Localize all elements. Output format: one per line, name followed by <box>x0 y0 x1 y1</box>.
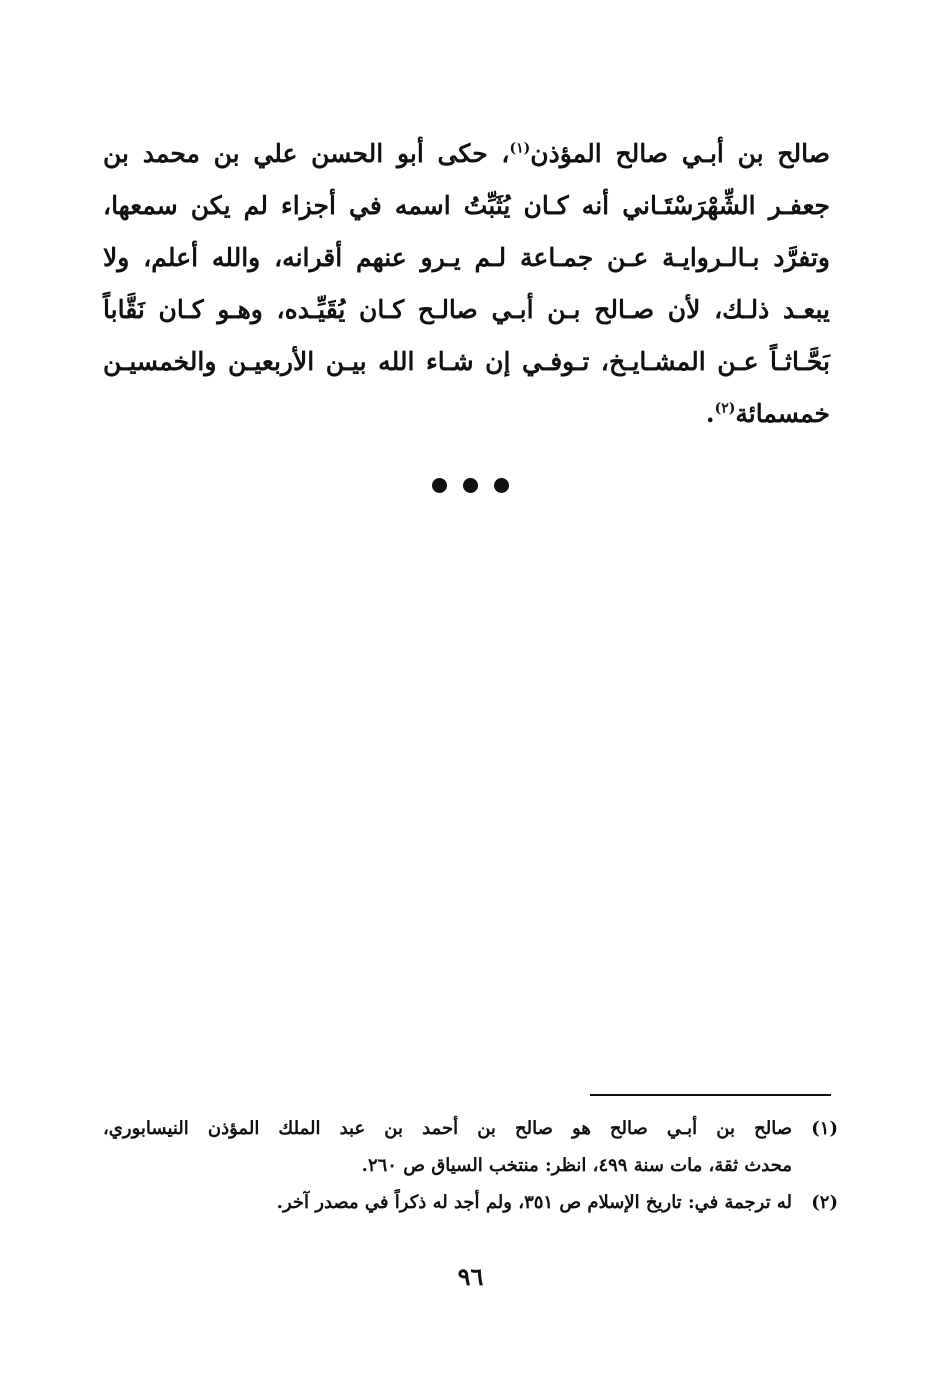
paragraph-line: بَحَّـاثـاً عـن المشـايـخ، تـوفـي إن شـاء الله بيـن الأربعيـن والخمسيـن <box>103 347 830 376</box>
footnote-1 <box>103 1110 838 1184</box>
paragraph-line: خمسمائة$^{(٢)}$. <box>705 399 830 428</box>
separator-dot <box>494 478 509 493</box>
main-paragraph <box>103 128 830 440</box>
footnote-number: (١) <box>811 1118 838 1139</box>
footnote-reference[interactable]: (٢) <box>714 400 736 417</box>
page-number: ٩٦ <box>457 1262 484 1291</box>
separator-dot <box>432 478 447 493</box>
footnote-reference[interactable]: (١) <box>509 140 531 157</box>
footnote-divider <box>590 1094 831 1096</box>
footnote-2 <box>103 1184 838 1221</box>
footnote-text: صالح بن أبـي صالح هو صالح بن أحمد بن عبد الملك المؤذن النيسابوري، محدث ثقة، مات سنة ٤٩٩، انظر: منتخب السياق ص ٢٦٠. <box>103 1118 792 1176</box>
footnotes <box>103 1110 838 1221</box>
paragraph-line: صالح بن أبـي صالح المؤذن$^{(١)}$، حكى أبو الحسن علي بن محمد بن <box>103 139 830 168</box>
separator-dot <box>463 478 478 493</box>
paragraph-line: وتفرَّد بـالـروايـة عـن جمـاعة لـم يـرو عنهم أقرانه، والله أعلم، ولا <box>103 243 830 272</box>
footnote-text: له ترجمة في: تاريخ الإسلام ص ٣٥١، ولم أجد له ذكراً في مصدر آخر. <box>276 1192 792 1213</box>
paragraph-line: يبعـد ذلـك، لأن صـالح بـن أبـي صالـح كـان يُقَيِّـده، وهـو كـان نَقَّاباً <box>103 295 830 324</box>
footnote-number: (٢) <box>811 1192 838 1213</box>
paragraph-line: جعفـر الشِّهْرَسْتَـاني أنه كـان يُثَبِّتُ اسمه في أجزاء لم يكن سمعها، <box>103 191 830 220</box>
section-separator <box>0 478 941 493</box>
